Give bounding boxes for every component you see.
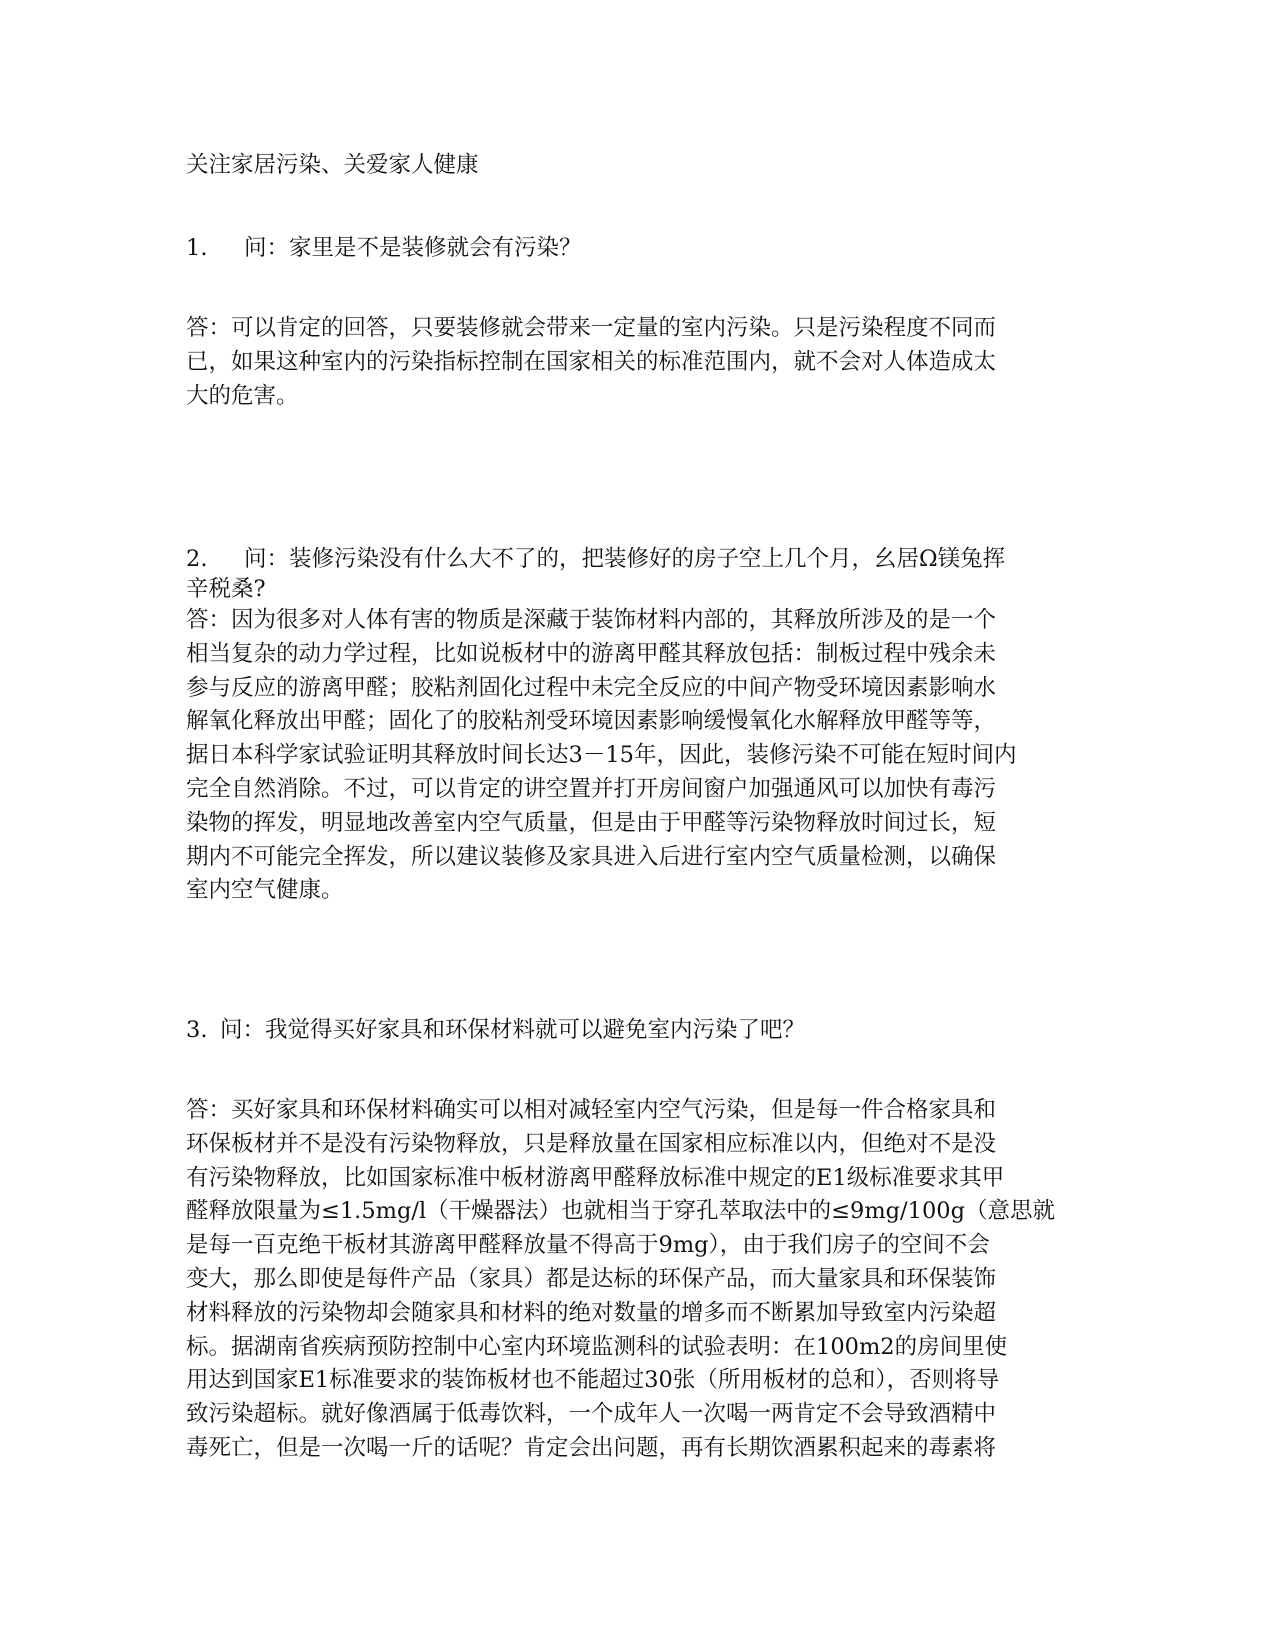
answer-line: 答：可以肯定的回答，只要装修就会带来一定量的室内污染。只是污染程度不同而 — [186, 315, 997, 341]
question-number: 3. — [186, 1017, 208, 1043]
answer-line: 变大，那么即使是每件产品（家具）都是达标的环保产品，而大量家具和环保装饰 — [186, 1265, 997, 1292]
answer-line: 有污染物释放，比如国家标准中板材游离甲醛释放标准中规定的E1级标准要求其甲 — [186, 1164, 1005, 1191]
answer-line: 标。据湖南省疾病预防控制中心室内环境监测科的试验表明：在100m2的房间里使 — [186, 1333, 1008, 1360]
answer-line: 相当复杂的动力学过程，比如说板材中的游离甲醛其释放包括：制板过程中残余未 — [186, 640, 997, 667]
answer-line: 期内不可能完全挥发，所以建议装修及家具进入后进行室内空气质量检测，以确保 — [186, 843, 997, 870]
question-number: 1. — [186, 235, 208, 261]
answer-line: 用达到国家E1标准要求的装饰板材也不能超过30张（所用板材的总和），否则将导 — [186, 1367, 1000, 1394]
answer-line: 解氧化释放出甲醛；固化了的胶粘剂受环境因素影响缓慢氧化水解释放甲醛等等， — [186, 708, 997, 735]
answer-line: 致污染超标。就好像酒属于低毒饮料，一个成年人一次喝一两肯定不会导致酒精中 — [186, 1401, 997, 1428]
answer-3 — [186, 1094, 1086, 1466]
question-2-continuation: 辛税桑? — [186, 576, 266, 602]
answer-line: 据日本科学家试验证明其释放时间长达3－15年，因此，装修污染不可能在短时间内 — [186, 742, 1017, 769]
question-1 — [186, 233, 582, 263]
question-3 — [186, 1015, 805, 1045]
answer-line: 环保板材并不是没有污染物释放，只是释放量在国家相应标准以内，但绝对不是没 — [186, 1130, 997, 1157]
document-title: 关注家居污染、关爱家人健康 — [186, 152, 479, 178]
question-text: 问：装修污染没有什么大不了的，把装修好的房子空上几个月，幺居Ω镁兔挥 — [244, 546, 1006, 572]
question-text: 问：家里是不是装修就会有污染？ — [244, 235, 582, 261]
answer-line: 已，如果这种室内的污染指标控制在国家相关的标准范围内，就不会对人体造成太 — [186, 348, 997, 375]
answer-line: 参与反应的游离甲醛；胶粘剂固化过程中未完全反应的中间产物受环境因素影响水 — [186, 674, 997, 701]
answer-line: 毒死亡，但是一次喝一斤的话呢？肯定会出问题，再有长期饮酒累积起来的毒素将 — [186, 1434, 997, 1461]
question-number: 2. — [186, 546, 208, 572]
answer-line: 是每一百克绝干板材其游离甲醛释放量不得高于9mg），由于我们房子的空间不会 — [186, 1232, 990, 1259]
answer-line: 室内空气健康。 — [186, 877, 344, 904]
answer-2 — [186, 604, 1086, 908]
answer-line: 答：因为很多对人体有害的物质是深藏于装饰材料内部的，其释放所涉及的是一个 — [186, 607, 997, 633]
answer-line: 答：买好家具和环保材料确实可以相对减轻室内空气污染，但是每一件合格家具和 — [186, 1097, 997, 1123]
answer-line: 材料释放的污染物却会随家具和材料的绝对数量的增多而不断累加导致室内污染超 — [186, 1299, 997, 1326]
answer-line: 大的危害。 — [186, 382, 299, 409]
answer-line: 醛释放限量为≤1.5mg/l（干燥器法）也就相当于穿孔萃取法中的≤9mg/100g（意思就 — [186, 1198, 1055, 1225]
answer-line: 完全自然消除。不过，可以肯定的讲空置并打开房间窗户加强通风可以加快有毒污 — [186, 775, 997, 802]
answer-1 — [186, 312, 1086, 413]
question-2 — [186, 544, 1005, 574]
question-text: 问：我觉得买好家具和环保材料就可以避免室内污染了吧？ — [220, 1017, 806, 1043]
answer-line: 染物的挥发，明显地改善室内空气质量，但是由于甲醛等污染物释放时间过长，短 — [186, 809, 997, 836]
